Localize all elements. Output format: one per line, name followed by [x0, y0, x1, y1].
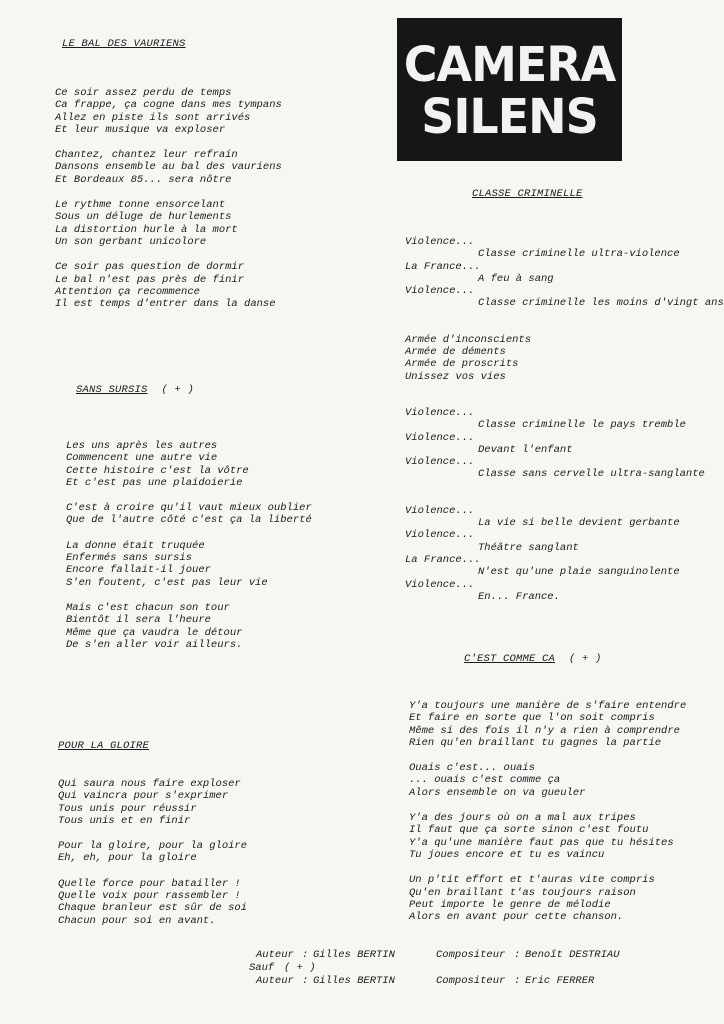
- song-title-classe-criminelle: CLASSE CRIMINELLE: [472, 188, 583, 200]
- song-title-bal-des-vauriens: LE BAL DES VAURIENS: [62, 38, 186, 50]
- lyric-call-line: Violence...: [405, 504, 475, 517]
- stanza: [58, 878, 247, 927]
- lyric-call-line: Violence...: [405, 406, 475, 419]
- lyric-line: Cette histoire c'est la vôtre: [66, 464, 249, 477]
- lyric-call-line: Violence...: [405, 578, 475, 591]
- compositeur-name: Eric FERRER: [525, 975, 595, 987]
- lyric-line: Y'a toujours une manière de s'faire entendre: [409, 700, 687, 712]
- lyric-line: Encore fallait-il jouer: [66, 564, 211, 577]
- lyric-response-line: La vie si belle devient gerbante: [478, 517, 680, 530]
- stanza: [58, 840, 247, 865]
- lyric-line: Il est temps d'entrer dans la danse: [55, 298, 276, 311]
- lyric-line: Et c'est pas une plaidoierie: [66, 476, 243, 489]
- stanza: [66, 502, 312, 527]
- lyric-line: C'est à croire qu'il vaut mieux oublier: [66, 502, 312, 515]
- lyric-line: Ouais c'est... ouais: [409, 762, 536, 775]
- stanza: [409, 762, 686, 799]
- lyric-line: Les uns après les autres: [66, 440, 218, 452]
- colon: :: [302, 975, 309, 987]
- stanza: [66, 602, 312, 651]
- lyric-line: Rien qu'en braillant tu gagnes la partie: [409, 736, 662, 749]
- lyric-line: Ca frappe, ça cogne dans mes tympans: [55, 99, 282, 112]
- lyric-line: Et faire en sorte que l'on soit compris: [409, 712, 655, 725]
- band-logo: [397, 18, 622, 161]
- lyric-call-line: Violence...: [405, 431, 475, 444]
- lyric-line: Et Bordeaux 85... sera nôtre: [55, 173, 232, 186]
- lyric-response-line: Théâtre sanglant: [478, 541, 579, 554]
- stanza: [58, 778, 247, 827]
- lyric-line: Quelle voix pour rassembler !: [58, 890, 241, 903]
- stanza: [409, 874, 686, 923]
- lyric-response-line: Classe criminelle le pays tremble: [478, 419, 686, 432]
- compositeur-name: Benoît DESTRIAU: [525, 949, 620, 961]
- lyric-line: La distortion hurle à la mort: [55, 223, 238, 236]
- lyric-response-line: Classe sans cervelle ultra-sanglante: [478, 468, 705, 481]
- lyric-line: Qui saura nous faire exploser: [58, 778, 241, 790]
- lyric-line: Bientôt il sera l'heure: [66, 614, 211, 627]
- lyric-call-line: Violence...: [405, 456, 475, 469]
- stanza: [55, 261, 282, 310]
- lyrics-pour-la-gloire: [58, 778, 247, 940]
- lyric-call-line: La France...: [405, 553, 481, 566]
- lyric-line: Pour la gloire, pour la gloire: [58, 840, 248, 853]
- stanza-gap: [405, 310, 724, 334]
- stanza: [55, 87, 282, 136]
- lyric-response-line: En... France.: [478, 590, 560, 603]
- colon: :: [514, 975, 521, 987]
- stanza-gap: [405, 481, 724, 505]
- stanza: [405, 407, 724, 481]
- auteur-name: Gilles BERTIN: [313, 975, 395, 987]
- stanza: [409, 700, 686, 749]
- lyric-call-line: Violence...: [405, 285, 475, 298]
- lyric-line: Un p'tit effort et t'auras vite compris: [409, 874, 655, 887]
- logo-word-silens: SILENS: [421, 87, 598, 144]
- lyric-line: Eh, eh, pour la gloire: [58, 852, 197, 865]
- lyric-line: Et leur musique va exploser: [55, 123, 226, 136]
- lyric-line: S'en foutent, c'est pas leur vie: [66, 576, 268, 589]
- lyric-line: Attention ça recommence: [55, 285, 200, 298]
- lyric-line: Y'a qu'une manière faut pas que tu hésites: [409, 836, 674, 849]
- lyric-line: Tous unis pour réussir: [58, 802, 197, 815]
- compositeur-label: Compositeur: [436, 949, 506, 961]
- lyric-response-line: N'est qu'une plaie sanguinolente: [478, 566, 680, 579]
- lyric-line: Enfermés sans sursis: [66, 552, 193, 565]
- lyric-line: Tu joues encore et tu es vaincu: [409, 848, 605, 861]
- lyric-line: Le bal n'est pas près de finir: [55, 273, 245, 286]
- lyric-line: Commencent une autre vie: [66, 452, 218, 465]
- song-title-pour-la-gloire: POUR LA GLOIRE: [58, 740, 150, 752]
- lyric-line: Dansons ensemble au bal des vauriens: [55, 161, 282, 174]
- lyric-call-line: Armée de déments: [405, 346, 506, 359]
- lyrics-cest-comme-ca: [409, 700, 686, 936]
- lyric-line: Allez en piste ils sont arrivés: [55, 111, 251, 124]
- stanza: [55, 199, 282, 248]
- stanza: [55, 149, 282, 186]
- lyric-line: La donne était truquée: [66, 539, 205, 552]
- lyric-line: Qui vaincra pour s'exprimer: [58, 790, 229, 803]
- lyric-line: Même que ça vaudra le détour: [66, 626, 243, 639]
- colon: :: [302, 949, 309, 961]
- song-title-cest-comme-ca: [464, 653, 602, 665]
- lyric-response-line: Devant l'enfant: [478, 443, 573, 456]
- lyric-line: Le rythme tonne ensorcelant: [55, 199, 226, 212]
- exception-mark: ( + ): [569, 653, 602, 665]
- lyric-line: ... ouais c'est comme ça: [409, 774, 561, 787]
- lyric-call-line: Unissez vos vies: [405, 370, 506, 383]
- lyric-call-line: La France...: [405, 260, 481, 273]
- song-title-sans-sursis: [76, 384, 194, 396]
- lyric-call-line: Armée de proscrits: [405, 358, 519, 371]
- lyric-line: Tous unis et en finir: [58, 814, 191, 827]
- sauf-mark: ( + ): [284, 962, 316, 974]
- stanza: [405, 334, 724, 383]
- lyric-call-line: Violence...: [405, 529, 475, 542]
- song-title-text: SANS SURSIS: [76, 384, 148, 396]
- lyric-line: Y'a des jours où on a mal aux tripes: [409, 812, 636, 825]
- auteur-name: Gilles BERTIN: [313, 949, 395, 961]
- stanza-gap: [405, 383, 724, 407]
- lyric-line: Même si des fois il n'y a rien à comprendre: [409, 724, 680, 737]
- lyric-line: Mais c'est chacun son tour: [66, 601, 230, 614]
- lyric-line: Qu'en braillant t'as toujours raison: [409, 886, 636, 899]
- stanza: [66, 440, 312, 489]
- lyric-line: Que de l'autre côté c'est ça la liberté: [66, 514, 312, 527]
- stanza: [405, 505, 724, 603]
- lyric-line: De s'en aller voir ailleurs.: [66, 638, 243, 651]
- lyric-line: Un son gerbant unicolore: [55, 235, 207, 248]
- lyric-call-line: Armée d'inconscients: [405, 333, 532, 346]
- auteur-label: Auteur: [256, 949, 294, 961]
- lyric-call-line: Violence...: [405, 236, 475, 248]
- lyric-response-line: Classe criminelle ultra-violence: [478, 248, 680, 261]
- compositeur-label: Compositeur: [436, 975, 506, 987]
- lyrics-bal-des-vauriens: [55, 87, 282, 323]
- lyric-line: Peut importe le genre de mélodie: [409, 898, 611, 911]
- lyric-response-line: Classe criminelle les moins d'vingt ans: [478, 297, 724, 310]
- lyric-line: Chaque branleur est sûr de soi: [58, 902, 248, 915]
- lyric-line: Ce soir assez perdu de temps: [55, 87, 232, 99]
- lyrics-sans-sursis: [66, 440, 312, 664]
- stanza: [409, 812, 686, 861]
- sauf-label: Sauf: [249, 962, 275, 974]
- lyric-line: Chacun pour soi en avant.: [58, 914, 216, 927]
- lyric-line: Sous un déluge de hurlements: [55, 211, 232, 224]
- lyric-line: Il faut que ça sorte sinon c'est foutu: [409, 824, 649, 837]
- lyric-line: Ce soir pas question de dormir: [55, 261, 245, 274]
- stanza: [405, 236, 724, 310]
- song-title-text: C'EST COMME CA: [464, 653, 556, 665]
- stanza: [66, 540, 312, 589]
- logo-word-camera: CAMERA: [403, 35, 616, 92]
- colon: :: [514, 949, 521, 961]
- lyric-line: Quelle force pour batailler !: [58, 877, 241, 890]
- auteur-label: Auteur: [256, 975, 294, 987]
- lyric-line: Alors ensemble on va gueuler: [409, 786, 586, 799]
- lyric-response-line: A feu à sang: [478, 272, 554, 285]
- exception-mark: ( + ): [161, 384, 195, 396]
- lyrics-classe-criminelle: [405, 236, 724, 603]
- lyric-line: Alors en avant pour cette chanson.: [409, 911, 624, 924]
- lyric-line: Chantez, chantez leur refrain: [55, 149, 238, 162]
